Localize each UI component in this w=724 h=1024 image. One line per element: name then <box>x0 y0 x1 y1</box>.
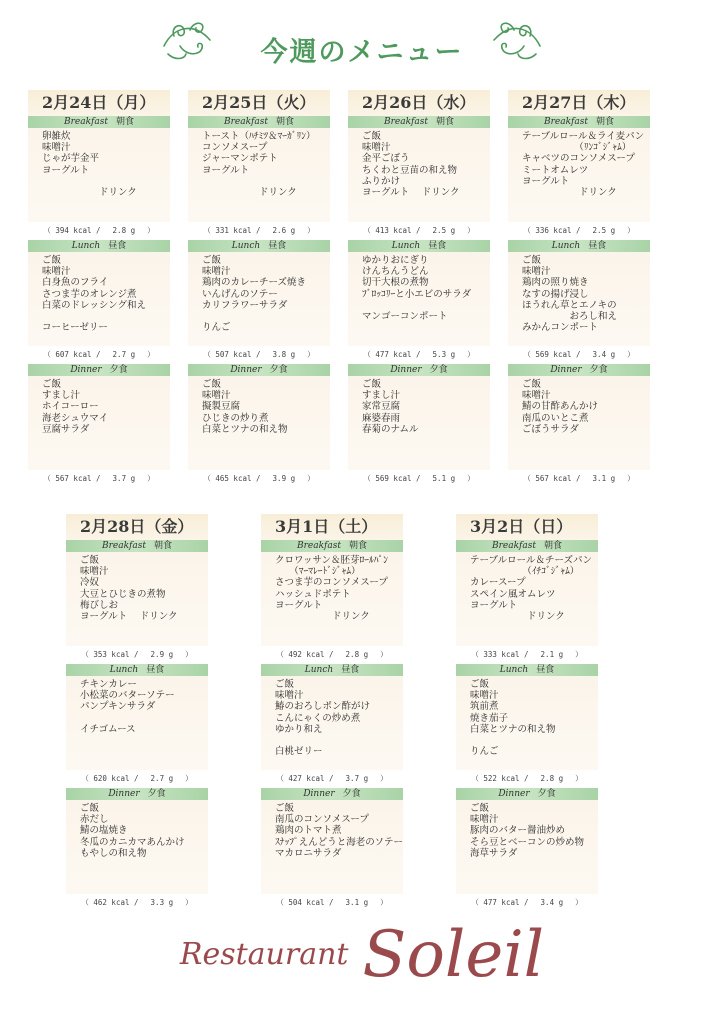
dinner-items: ご飯 すまし汁 家常豆腐 麻婆春雨 春菊のナムル <box>348 376 490 470</box>
lunch-items: ゆかりおにぎり けんちんうどん 切干大根の煮物 ﾌﾞﾛｯｺﾘｰと小エビのサラダ マンゴーコンポート <box>348 252 490 346</box>
breakfast-items: ご飯 味噌汁 金平ごぼう ちくわと豆苗の和え物 ふりかけ ヨーグルト ドリンク <box>348 128 490 222</box>
breakfast-items: テーブルロール＆チーズパン （ｲﾁｺﾞｼﾞｬﾑ） カレースープ スペイン風オムレツ ヨーグルト ドリンク <box>456 552 598 646</box>
lunch-header <box>348 240 490 252</box>
breakfast-label-jp: 朝食 <box>115 117 134 127</box>
day-menu-card <box>28 90 170 488</box>
breakfast-nutrition: （ 413 kcal / 2.5 g ） <box>363 226 475 235</box>
dinner-label-jp: 夕食 <box>589 365 608 375</box>
breakfast-nutrition: （ 353 kcal / 2.9 g ） <box>81 650 193 659</box>
lunch-label-en: Lunch <box>231 241 261 251</box>
dinner-nutrition: （ 465 kcal / 3.9 g ） <box>203 474 315 483</box>
day-date-heading: 2月26日（水） <box>348 90 490 116</box>
dinner-items: ご飯 すまし汁 ホイコーロー 海老シュウマイ 豆腐サラダ <box>28 376 170 470</box>
day-menu-card <box>66 514 208 912</box>
lunch-label-en: Lunch <box>391 241 421 251</box>
lunch-nutrition: （ 569 kcal / 3.4 g ） <box>523 350 635 359</box>
lunch-label-en: Lunch <box>71 241 101 251</box>
dinner-label-en: Dinner <box>550 365 582 375</box>
dinner-header <box>261 788 403 800</box>
breakfast-nutrition: （ 333 kcal / 2.1 g ） <box>471 650 583 659</box>
lunch-nutrition: （ 477 kcal / 5.3 g ） <box>363 350 475 359</box>
dinner-items: ご飯 南瓜のコンソメスープ 鶏肉のトマト煮 ｽﾅｯﾌﾟえんどうと海老のソテー マカロニサラダ <box>261 800 403 894</box>
dinner-label-en: Dinner <box>498 789 530 799</box>
dinner-label-en: Dinner <box>108 789 140 799</box>
dinner-label-en: Dinner <box>303 789 335 799</box>
breakfast-label-en: Breakfast <box>543 117 588 127</box>
breakfast-nutrition: （ 336 kcal / 2.5 g ） <box>523 226 635 235</box>
lunch-items: ご飯 味噌汁 筑前煮 焼き茄子 白菜とツナの和え物 りんご <box>456 676 598 770</box>
day-menu-card <box>188 90 330 488</box>
dinner-header <box>456 788 598 800</box>
breakfast-header <box>508 116 650 128</box>
breakfast-label-en: Breakfast <box>63 117 108 127</box>
day-date-heading: 2月27日（木） <box>508 90 650 116</box>
lunch-label-jp: 昼食 <box>108 241 127 251</box>
dinner-label-en: Dinner <box>70 365 102 375</box>
lunch-label-en: Lunch <box>499 665 529 675</box>
lunch-label-en: Lunch <box>304 665 334 675</box>
dinner-label-en: Dinner <box>230 365 262 375</box>
breakfast-label-jp: 朝食 <box>153 541 172 551</box>
page-title: 今週のメニュー <box>260 37 464 68</box>
breakfast-header <box>261 540 403 552</box>
breakfast-items: トースト（ﾊﾁﾐﾂ＆ﾏｰｶﾞﾘﾝ） コンソメスープ ジャーマンポテト ヨーグルト ドリンク <box>188 128 330 222</box>
day-date-heading: 2月24日（月） <box>28 90 170 116</box>
lunch-label-en: Lunch <box>551 241 581 251</box>
day-date-heading: 3月1日（土） <box>261 514 403 540</box>
lunch-header <box>188 240 330 252</box>
dinner-header <box>188 364 330 376</box>
dinner-nutrition: （ 462 kcal / 3.3 g ） <box>81 898 193 907</box>
dinner-label-jp: 夕食 <box>342 789 361 799</box>
lunch-nutrition: （ 607 kcal / 2.7 g ） <box>43 350 155 359</box>
breakfast-label-en: Breakfast <box>101 541 146 551</box>
dinner-nutrition: （ 567 kcal / 3.1 g ） <box>523 474 635 483</box>
dinner-label-jp: 夕食 <box>109 365 128 375</box>
right-flourish-ornament <box>488 16 544 64</box>
lunch-label-en: Lunch <box>109 665 139 675</box>
lunch-items: ご飯 味噌汁 鶏肉のカレーチーズ焼き いんげんのソテー カリフラワーサラダ りんご <box>188 252 330 346</box>
breakfast-nutrition: （ 394 kcal / 2.8 g ） <box>43 226 155 235</box>
day-date-heading: 2月28日（金） <box>66 514 208 540</box>
dinner-label-jp: 夕食 <box>429 365 448 375</box>
breakfast-header <box>28 116 170 128</box>
breakfast-label-jp: 朝食 <box>348 541 367 551</box>
restaurant-label: Restaurant <box>179 937 349 972</box>
dinner-label-jp: 夕食 <box>147 789 166 799</box>
breakfast-header <box>348 116 490 128</box>
lunch-header <box>456 664 598 676</box>
dinner-label-jp: 夕食 <box>269 365 288 375</box>
breakfast-items: ご飯 味噌汁 冷奴 大豆とひじきの煮物 梅びしお ヨーグルト ドリンク <box>66 552 208 646</box>
lunch-header <box>28 240 170 252</box>
day-menu-card <box>456 514 598 912</box>
breakfast-header <box>66 540 208 552</box>
lunch-nutrition: （ 427 kcal / 3.7 g ） <box>276 774 388 783</box>
lunch-items: ご飯 味噌汁 鶏肉の照り焼き なすの揚げ浸し ほうれん草とエノキの おろし和え みかんコンポート <box>508 252 650 346</box>
breakfast-label-en: Breakfast <box>296 541 341 551</box>
breakfast-nutrition: （ 492 kcal / 2.8 g ） <box>276 650 388 659</box>
dinner-items: ご飯 味噌汁 豚肉のバター醤油炒め そら豆とベーコンの炒め物 海草サラダ <box>456 800 598 894</box>
dinner-items: ご飯 味噌汁 鯖の甘酢あんかけ 南瓜のいとこ煮 ごぼうサラダ <box>508 376 650 470</box>
restaurant-name: Soleil <box>362 918 545 992</box>
dinner-items: ご飯 味噌汁 擬製豆腐 ひじきの炒り煮 白菜とツナの和え物 <box>188 376 330 470</box>
breakfast-header <box>188 116 330 128</box>
breakfast-label-en: Breakfast <box>383 117 428 127</box>
dinner-header <box>508 364 650 376</box>
breakfast-label-jp: 朝食 <box>275 117 294 127</box>
day-menu-card <box>508 90 650 488</box>
dinner-header <box>348 364 490 376</box>
lunch-label-jp: 昼食 <box>341 665 360 675</box>
lunch-label-jp: 昼食 <box>146 665 165 675</box>
lunch-nutrition: （ 507 kcal / 3.8 g ） <box>203 350 315 359</box>
breakfast-label-en: Breakfast <box>223 117 268 127</box>
lunch-label-jp: 昼食 <box>536 665 555 675</box>
lunch-nutrition: （ 620 kcal / 2.7 g ） <box>81 774 193 783</box>
dinner-nutrition: （ 569 kcal / 5.1 g ） <box>363 474 475 483</box>
breakfast-items: クロワッサン＆胚芽ﾛｰﾙﾊﾟﾝ （ﾏｰﾏﾚｰﾄﾞｼﾞｬﾑ） さつま芋のコンソメスープ ハッシュドポテト ヨーグルト ドリンク <box>261 552 403 646</box>
dinner-nutrition: （ 504 kcal / 3.1 g ） <box>276 898 388 907</box>
lunch-label-jp: 昼食 <box>428 241 447 251</box>
breakfast-label-jp: 朝食 <box>435 117 454 127</box>
breakfast-items: テーブルロール＆ライ麦パン （ﾘﾝｺﾞｼﾞｬﾑ） キャベツのコンソメスープ ミートオムレツ ヨーグルト ドリンク <box>508 128 650 222</box>
day-menu-card <box>261 514 403 912</box>
day-menu-card <box>348 90 490 488</box>
dinner-label-jp: 夕食 <box>537 789 556 799</box>
day-date-heading: 2月25日（火） <box>188 90 330 116</box>
lunch-label-jp: 昼食 <box>268 241 287 251</box>
lunch-label-jp: 昼食 <box>588 241 607 251</box>
lunch-header <box>66 664 208 676</box>
day-date-heading: 3月2日（日） <box>456 514 598 540</box>
lunch-nutrition: （ 522 kcal / 2.8 g ） <box>471 774 583 783</box>
lunch-header <box>508 240 650 252</box>
dinner-header <box>66 788 208 800</box>
lunch-items: チキンカレー 小松菜のバターソテー パンプキンサラダ イチゴムース <box>66 676 208 770</box>
breakfast-label-en: Breakfast <box>491 541 536 551</box>
breakfast-header <box>456 540 598 552</box>
lunch-items: ご飯 味噌汁 白身魚のフライ さつま芋のオレンジ煮 白菜のドレッシング和え コーヒーゼリー <box>28 252 170 346</box>
lunch-items: ご飯 味噌汁 鰆のおろしポン酢がけ こんにゃくの炒め煮 ゆかり和え 白桃ゼリー <box>261 676 403 770</box>
dinner-label-en: Dinner <box>390 365 422 375</box>
dinner-items: ご飯 赤だし 鯖の塩焼き 冬瓜のカニカマあんかけ もやしの和え物 <box>66 800 208 894</box>
breakfast-items: 卵雑炊 味噌汁 じゃが芋金平 ヨーグルト ドリンク <box>28 128 170 222</box>
breakfast-nutrition: （ 331 kcal / 2.6 g ） <box>203 226 315 235</box>
breakfast-label-jp: 朝食 <box>543 541 562 551</box>
breakfast-label-jp: 朝食 <box>595 117 614 127</box>
restaurant-logo <box>0 918 724 992</box>
lunch-header <box>261 664 403 676</box>
dinner-header <box>28 364 170 376</box>
dinner-nutrition: （ 567 kcal / 3.7 g ） <box>43 474 155 483</box>
dinner-nutrition: （ 477 kcal / 3.4 g ） <box>471 898 583 907</box>
